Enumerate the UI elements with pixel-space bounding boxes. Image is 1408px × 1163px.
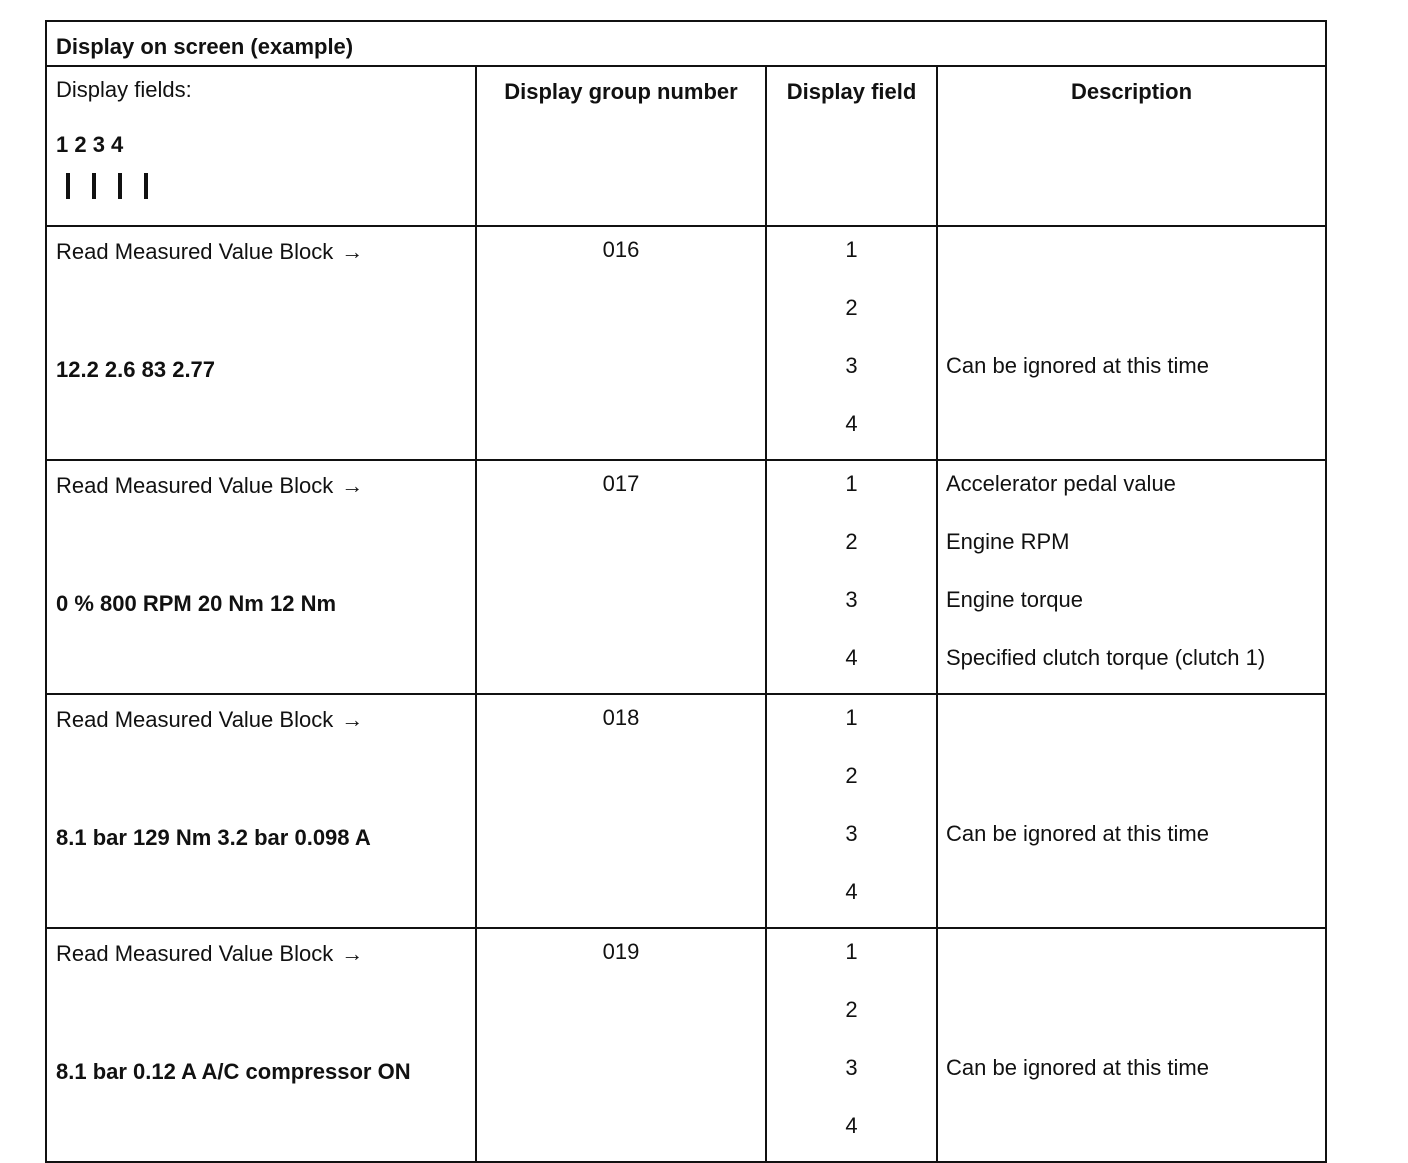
display-field-number: 4 bbox=[845, 411, 858, 436]
block-label: Read Measured Value Block bbox=[56, 941, 334, 966]
tick-mark bbox=[118, 173, 122, 199]
display-fields-cell bbox=[46, 66, 476, 226]
table-row bbox=[46, 694, 1326, 928]
tick-mark bbox=[92, 173, 96, 199]
block-label: Read Measured Value Block bbox=[56, 473, 334, 498]
display-group-number: 018 bbox=[476, 694, 766, 928]
arrow-right-icon: → bbox=[341, 707, 364, 732]
field-description: Can be ignored at this time bbox=[946, 1055, 1209, 1080]
tick-mark bbox=[144, 173, 148, 199]
arrow-right-icon: → bbox=[341, 239, 364, 264]
display-field-number: 3 bbox=[845, 1055, 858, 1080]
description-cell bbox=[937, 694, 1326, 928]
display-field-number: 1 bbox=[845, 471, 858, 496]
measured-values: 0 % 800 RPM 20 Nm 12 Nm bbox=[56, 591, 337, 616]
display-field-number: 1 bbox=[845, 237, 858, 262]
description-cell bbox=[937, 226, 1326, 460]
field-description: Engine RPM bbox=[946, 529, 1070, 554]
display-fields-label: Display fields: bbox=[56, 77, 192, 102]
display-group-number: 016 bbox=[476, 226, 766, 460]
display-field-number: 3 bbox=[845, 587, 858, 612]
table-row bbox=[46, 928, 1326, 1162]
field-description bbox=[938, 227, 1325, 285]
display-field-number: 2 bbox=[845, 529, 858, 554]
measured-value-cell bbox=[46, 460, 476, 694]
description-cell bbox=[937, 928, 1326, 1162]
display-field-cell bbox=[766, 460, 937, 694]
description-cell bbox=[937, 460, 1326, 694]
table-row bbox=[46, 226, 1326, 460]
measured-value-table bbox=[45, 20, 1327, 1163]
table-row bbox=[46, 460, 1326, 694]
field-description bbox=[938, 285, 1325, 343]
measured-values: 8.1 bar 129 Nm 3.2 bar 0.098 A bbox=[56, 825, 371, 850]
display-field-cell bbox=[766, 226, 937, 460]
display-fields-numbers: 1 2 3 4 bbox=[56, 132, 124, 157]
column-header-description: Description bbox=[937, 66, 1326, 226]
measured-values: 8.1 bar 0.12 A A/C compressor ON bbox=[56, 1059, 411, 1084]
block-label: Read Measured Value Block bbox=[56, 239, 334, 264]
field-description bbox=[938, 695, 1325, 753]
display-group-number: 017 bbox=[476, 460, 766, 694]
display-field-number: 4 bbox=[845, 645, 858, 670]
field-description bbox=[938, 753, 1325, 811]
field-description: Engine torque bbox=[946, 587, 1083, 612]
column-header-field: Display field bbox=[766, 66, 937, 226]
display-field-number: 3 bbox=[845, 821, 858, 846]
field-description: Can be ignored at this time bbox=[946, 353, 1209, 378]
arrow-right-icon: → bbox=[341, 473, 364, 498]
measured-value-cell bbox=[46, 226, 476, 460]
field-description: Can be ignored at this time bbox=[946, 821, 1209, 846]
field-ticks bbox=[56, 173, 475, 201]
column-header-group: Display group number bbox=[476, 66, 766, 226]
field-description: Specified clutch torque (clutch 1) bbox=[946, 645, 1266, 670]
measured-value-cell bbox=[46, 928, 476, 1162]
display-group-number: 019 bbox=[476, 928, 766, 1162]
field-description: Accelerator pedal value bbox=[946, 471, 1176, 496]
display-field-number: 2 bbox=[845, 295, 858, 320]
field-description bbox=[938, 929, 1325, 987]
display-field-number: 3 bbox=[845, 353, 858, 378]
display-field-number: 2 bbox=[845, 997, 858, 1022]
display-field-number: 1 bbox=[845, 939, 858, 964]
arrow-right-icon: → bbox=[341, 941, 364, 966]
field-description bbox=[938, 1103, 1325, 1161]
display-field-number: 2 bbox=[845, 763, 858, 788]
tick-mark bbox=[66, 173, 70, 199]
display-field-number: 4 bbox=[845, 1113, 858, 1138]
measured-values: 12.2 2.6 83 2.77 bbox=[56, 357, 216, 382]
display-field-number: 1 bbox=[845, 705, 858, 730]
display-field-cell bbox=[766, 928, 937, 1162]
table-title: Display on screen (example) bbox=[46, 21, 1326, 66]
block-label: Read Measured Value Block bbox=[56, 707, 334, 732]
measured-value-cell bbox=[46, 694, 476, 928]
field-description bbox=[938, 401, 1325, 459]
header-row bbox=[46, 66, 1326, 226]
field-description bbox=[938, 987, 1325, 1045]
field-description bbox=[938, 869, 1325, 927]
display-field-cell bbox=[766, 694, 937, 928]
display-field-number: 4 bbox=[845, 879, 858, 904]
